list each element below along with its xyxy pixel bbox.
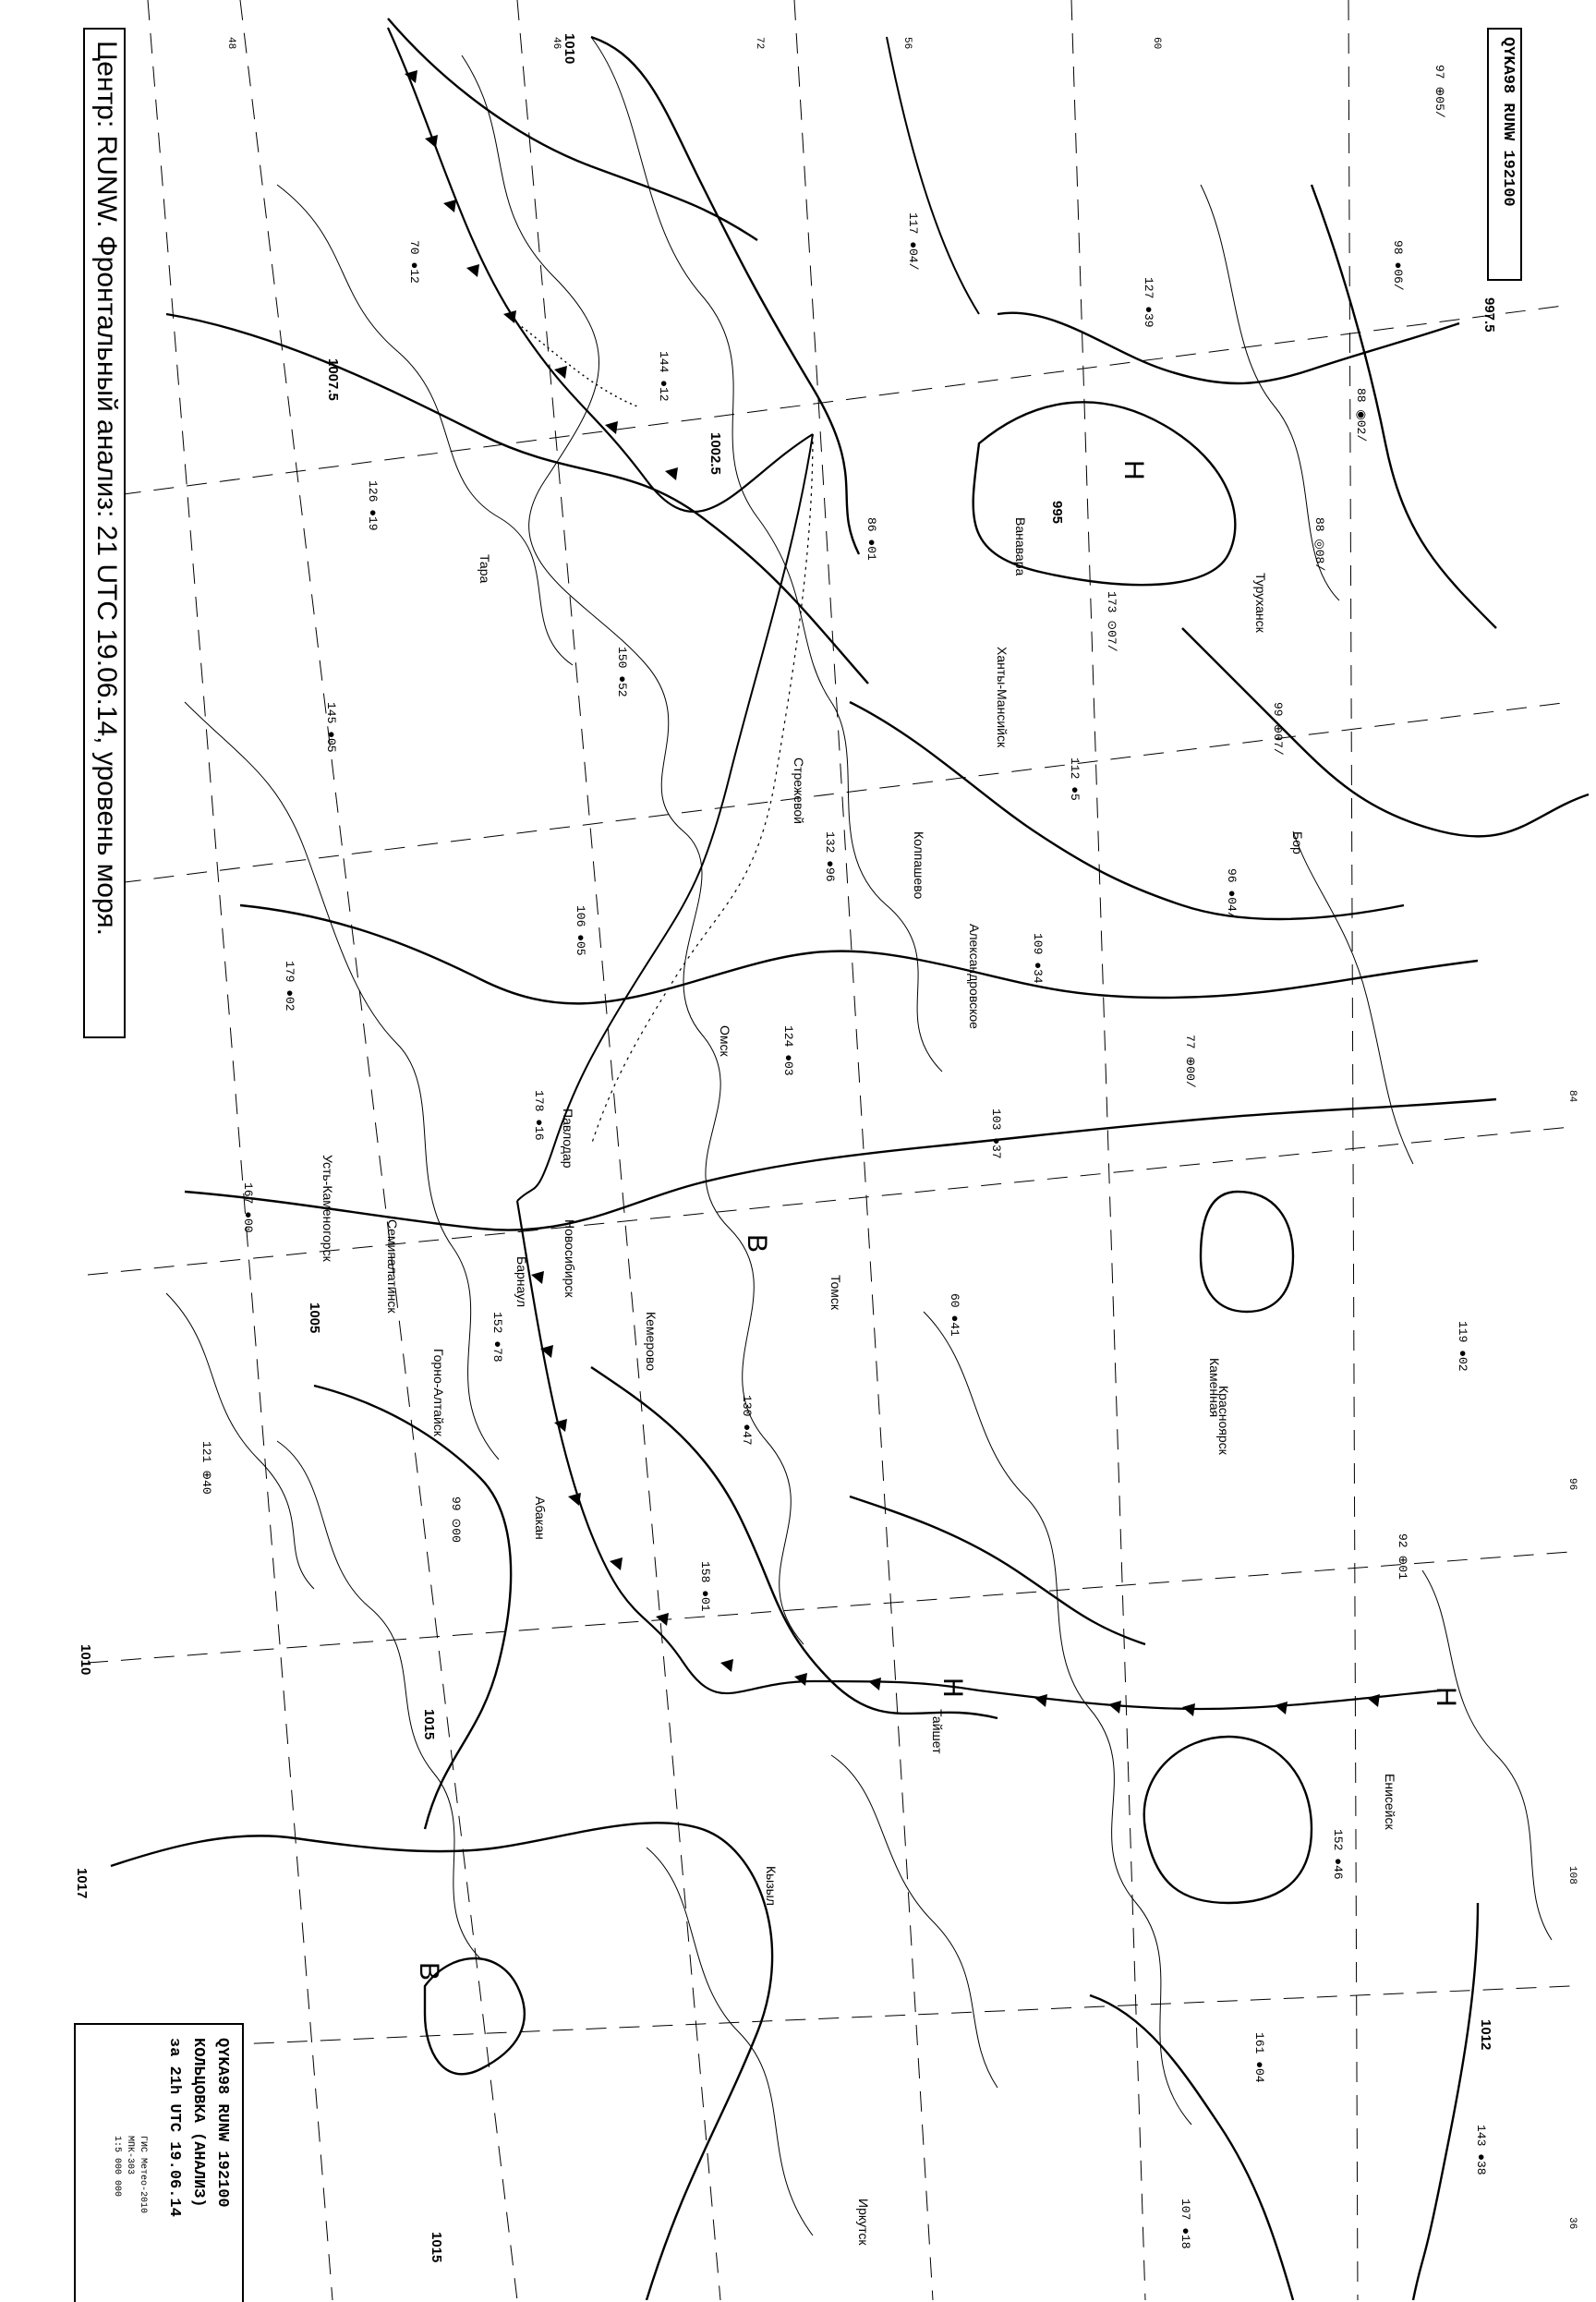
edge-number: 36 (1566, 2217, 1578, 2230)
edge-number: 72 (754, 37, 765, 50)
city-label: Бор (1290, 831, 1305, 854)
station-plot: 99 ⊙00 (449, 1496, 463, 1543)
station-plot: 121 ⊕40 (200, 1441, 213, 1495)
station-plot: 158 ●01 (698, 1561, 712, 1612)
city-label: Енисейск (1383, 1774, 1397, 1830)
svg-text:1017: 1017 (74, 1868, 90, 1899)
svg-text:1010: 1010 (78, 1644, 93, 1676)
svg-text:1015: 1015 (421, 1709, 437, 1740)
svg-text:995: 995 (1049, 501, 1065, 525)
city-label: Каменная (1207, 1358, 1222, 1418)
station-plot: 178 ●16 (532, 1090, 546, 1141)
city-label: Томск (828, 1275, 843, 1310)
stamp-scale: 1:5 000 000 (112, 2136, 122, 2198)
city-label: Барнаул (514, 1256, 529, 1307)
station-plot: 107 ●18 (1179, 2199, 1192, 2249)
edge-number: 108 (1566, 1866, 1578, 1884)
station-plot: 132 ●96 (823, 831, 837, 882)
city-label: Кызыл (764, 1866, 779, 1906)
station-plot: 126 ●19 (366, 480, 380, 531)
city-label: Иркутск (856, 2199, 871, 2246)
city-label: Абакан (533, 1496, 548, 1540)
station-plot: 173 ⊙07/ (1105, 591, 1118, 652)
bulletin-code: QYKA98 RUNW 192100 (1499, 37, 1517, 207)
stamp-edition: МПК-303 (125, 2136, 135, 2175)
map-title: Центр: RUNW. Фронтальный анализ: 21 UTC 19.06.14, уровень моря. (91, 41, 122, 936)
station-plot: 179 ●02 (283, 961, 296, 1012)
station-plot: 152 ●78 (490, 1312, 504, 1363)
city-label: Кемерово (644, 1312, 659, 1371)
city-label: Новосибирск (562, 1219, 577, 1298)
city-label: Тара (478, 554, 492, 584)
stamp-code: QYKA98 RUNW 192100 (213, 2038, 231, 2208)
station-plot: 86 ●01 (864, 517, 878, 561)
svg-text:В: В (742, 1234, 772, 1254)
city-label: Ханты-Мансийск (995, 647, 1010, 748)
city-label: Красноярск (1216, 1386, 1231, 1455)
city-label: Стрежевой (792, 757, 806, 824)
stamp-software: ГИС Метео-2010 (138, 2136, 148, 2214)
edge-number: 46 (550, 37, 562, 50)
station-plot: 60 ●41 (948, 1293, 961, 1337)
station-plot: 143 ●38 (1474, 2125, 1488, 2175)
station-plot: 77 ⊕00/ (1183, 1035, 1197, 1088)
station-plot: 97 ⊕05/ (1433, 65, 1446, 118)
edge-number: 60 (1151, 37, 1162, 50)
city-label: Ванавара (1013, 517, 1028, 576)
edge-number: 56 (901, 37, 913, 50)
city-label: Туруханск (1253, 573, 1268, 633)
city-label: Семипалатинск (385, 1219, 400, 1314)
station-plot: 124 ●03 (781, 1025, 795, 1076)
edge-number: 96 (1566, 1478, 1578, 1491)
station-plot: 127 ●39 (1142, 277, 1155, 328)
station-plot: 144 ●12 (657, 351, 671, 402)
svg-text:Н: Н (937, 1678, 968, 1698)
svg-text:1012: 1012 (1478, 2019, 1493, 2051)
svg-text:1010: 1010 (562, 33, 577, 65)
svg-text:1005: 1005 (307, 1302, 322, 1334)
station-plot: 145 ●05 (324, 702, 338, 753)
city-label: Усть-Каменогорск (320, 1155, 335, 1262)
svg-text:1015: 1015 (429, 2232, 444, 2263)
svg-text:В: В (414, 1962, 444, 1981)
station-plot: 109 ●34 (1031, 933, 1045, 984)
svg-text:997.5: 997.5 (1481, 297, 1497, 333)
station-plot: 88 ◎08/ (1312, 517, 1326, 572)
svg-text:1002.5: 1002.5 (707, 432, 723, 475)
station-plot: 106 ●05 (574, 905, 587, 956)
stamp-station: КОЛЬЦОВКА (АНАЛИЗ) (189, 2038, 207, 2208)
station-plot: 161 ●04 (1252, 2032, 1266, 2083)
map-stamp (74, 2023, 244, 2302)
station-plot: 150 ●52 (615, 647, 629, 697)
station-plot: 117 ●04/ (906, 212, 920, 271)
station-plot: 92 ⊕01 (1396, 1533, 1409, 1580)
station-plot: 152 ●46 (1331, 1829, 1345, 1880)
svg-text:Н: Н (1431, 1687, 1461, 1707)
station-plot: 130 ●47 (740, 1395, 754, 1446)
city-label: Тайшет (930, 1709, 945, 1754)
station-plot: 119 ●02 (1456, 1321, 1469, 1372)
station-plot: 112 ●5 (1068, 757, 1082, 801)
stamp-time: за 21h UTC 19.06.14 (165, 2038, 183, 2217)
city-label: Александровское (967, 924, 982, 1029)
station-plot: 167 ●00 (241, 1182, 255, 1233)
city-label: Колпашево (912, 831, 926, 900)
svg-text:Н: Н (1118, 460, 1149, 480)
edge-number: 48 (225, 37, 236, 50)
city-label: Павлодар (561, 1109, 575, 1169)
svg-text:1007.5: 1007.5 (325, 358, 341, 401)
edge-number: 84 (1566, 1090, 1578, 1103)
station-plot: 88 ◉02/ (1354, 388, 1368, 442)
station-plot: 98 ●06/ (1391, 240, 1405, 291)
city-label: Горно-Алтайск (431, 1349, 446, 1436)
station-plot: 96 ●04/ (1225, 868, 1239, 919)
station-plot: 99 ⊕07/ (1271, 702, 1285, 756)
station-plot: 70 ●12 (407, 240, 421, 284)
city-label: Омск (718, 1025, 732, 1057)
station-plot: 103 ●37 (989, 1109, 1003, 1159)
